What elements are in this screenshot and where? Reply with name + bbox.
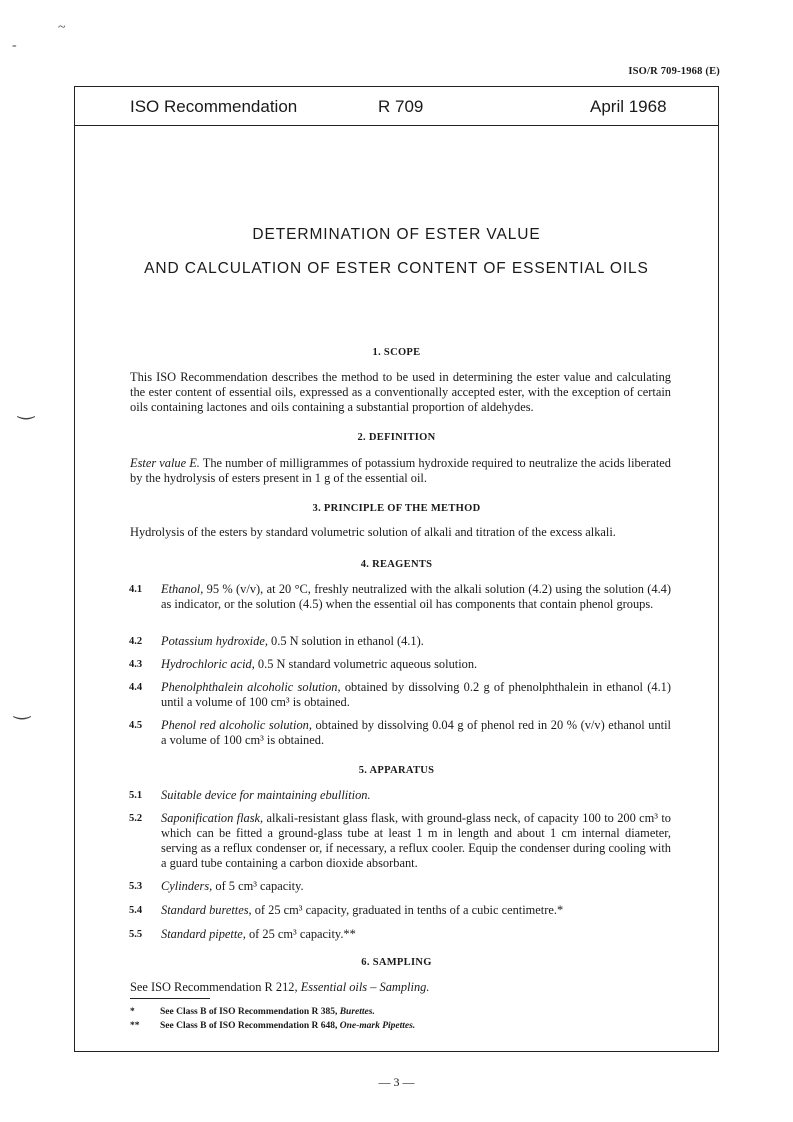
item-number: 5.1 — [129, 790, 143, 801]
item-number: 4.1 — [129, 584, 143, 595]
reagent-item: Ethanol, 95 % (v/v), at 20 °C, freshly neutralized with the alkali solution (4.2) using the solution (4.4) as indicator, or the solution (4.5) when the essential oil has components that contain phenol groups. — [161, 582, 671, 611]
section-heading-scope: 1. SCOPE — [372, 347, 421, 358]
header-number: R 709 — [378, 97, 424, 116]
item-number: 5.5 — [129, 929, 143, 940]
margin-mark: - — [12, 38, 17, 53]
header-date: April 1968 — [590, 97, 667, 116]
apparatus-item: Suitable device for maintaining ebullition. — [161, 788, 371, 802]
reagent-item: Phenol red alcoholic solution, obtained by dissolving 0.04 g of phenol red in 20 % (v/v) ethanol until a volume of 100 cm³ is obtained. — [161, 718, 671, 747]
section-heading-principle: 3. PRINCIPLE OF THE METHOD — [312, 503, 481, 514]
item-number: 4.4 — [129, 682, 143, 693]
item-number: 4.2 — [129, 636, 143, 647]
item-number: 5.4 — [129, 905, 143, 916]
page-number: — 3 — — [378, 1075, 415, 1089]
title-line-2: AND CALCULATION OF ESTER CONTENT OF ESSENTIAL OILS — [144, 260, 649, 277]
principle-text: Hydrolysis of the esters by standard volumetric solution of alkali and titration of the excess alkali. — [130, 525, 616, 539]
item-number: 5.2 — [129, 813, 143, 824]
footnote: See Class B of ISO Recommendation R 385, Burettes. — [160, 1007, 375, 1017]
reagent-item: Hydrochloric acid, 0.5 N standard volumetric aqueous solution. — [161, 657, 478, 671]
title-line-1: DETERMINATION OF ESTER VALUE — [252, 226, 541, 243]
apparatus-item: Cylinders, of 5 cm³ capacity. — [161, 879, 304, 893]
item-number: 4.5 — [129, 720, 143, 731]
apparatus-item: Standard burettes, of 25 cm³ capacity, graduated in tenths of a cubic centimetre.* — [161, 903, 564, 917]
scope-text: This ISO Recommendation describes the method to be used in determining the ester value and calculating the ester content of essential oils, expressed as a conventionally accepted ester, with the exception of certain oils containing lactones and oils containing a substantial proportion of aldehydes. — [130, 370, 671, 414]
header-org: ISO Recommendation — [130, 97, 298, 116]
footnote-divider — [130, 998, 210, 999]
definition-text: Ester value E. The number of milligrammes of potassium hydroxide required to neutralize the acids liberated by the hydrolysis of esters present in 1 g of the essential oil. — [130, 456, 671, 485]
item-number: 5.3 — [129, 881, 143, 892]
apparatus-item: Standard pipette, of 25 cm³ capacity.** — [161, 927, 356, 941]
section-heading-sampling: 6. SAMPLING — [361, 957, 432, 968]
section-heading-definition: 2. DEFINITION — [357, 432, 436, 443]
section-heading-apparatus: 5. APPARATUS — [358, 765, 435, 776]
margin-mark: ~ — [58, 20, 66, 35]
margin-mark: ‿ — [14, 698, 31, 720]
definition-term: Ester value E. — [130, 456, 200, 470]
header-divider — [74, 125, 719, 126]
margin-mark: ‿ — [18, 398, 35, 420]
sampling-text: See ISO Recommendation R 212, Essential oils – Sampling. — [130, 980, 430, 994]
footnote: See Class B of ISO Recommendation R 648, One-mark Pipettes. — [160, 1021, 416, 1031]
reagent-item: Potassium hydroxide, 0.5 N solution in ethanol (4.1). — [161, 634, 424, 648]
reagent-item: Phenolphthalein alcoholic solution, obtained by dissolving 0.2 g of phenolphthalein in ethanol (4.1) until a volume of 100 cm³ is obtained. — [161, 680, 672, 709]
item-number: 4.3 — [129, 659, 143, 670]
section-heading-reagents: 4. REAGENTS — [360, 559, 433, 570]
document-reference: ISO/R 709-1968 (E) — [628, 66, 720, 77]
apparatus-item: Saponification flask, alkali-resistant glass flask, with ground-glass neck, of capacity 100 to 200 cm³ to which can be fitted a ground-glass tube at least 1 m in length and about 1 cm internal diameter, serving as a reflux condenser or, if necessary, a reflux cooler. Equip the condenser during cooling with a guard tube containing a carbon dioxide absorbant. — [161, 811, 671, 870]
footnote-mark: * — [130, 1007, 135, 1017]
footnote-mark: ** — [130, 1021, 140, 1031]
